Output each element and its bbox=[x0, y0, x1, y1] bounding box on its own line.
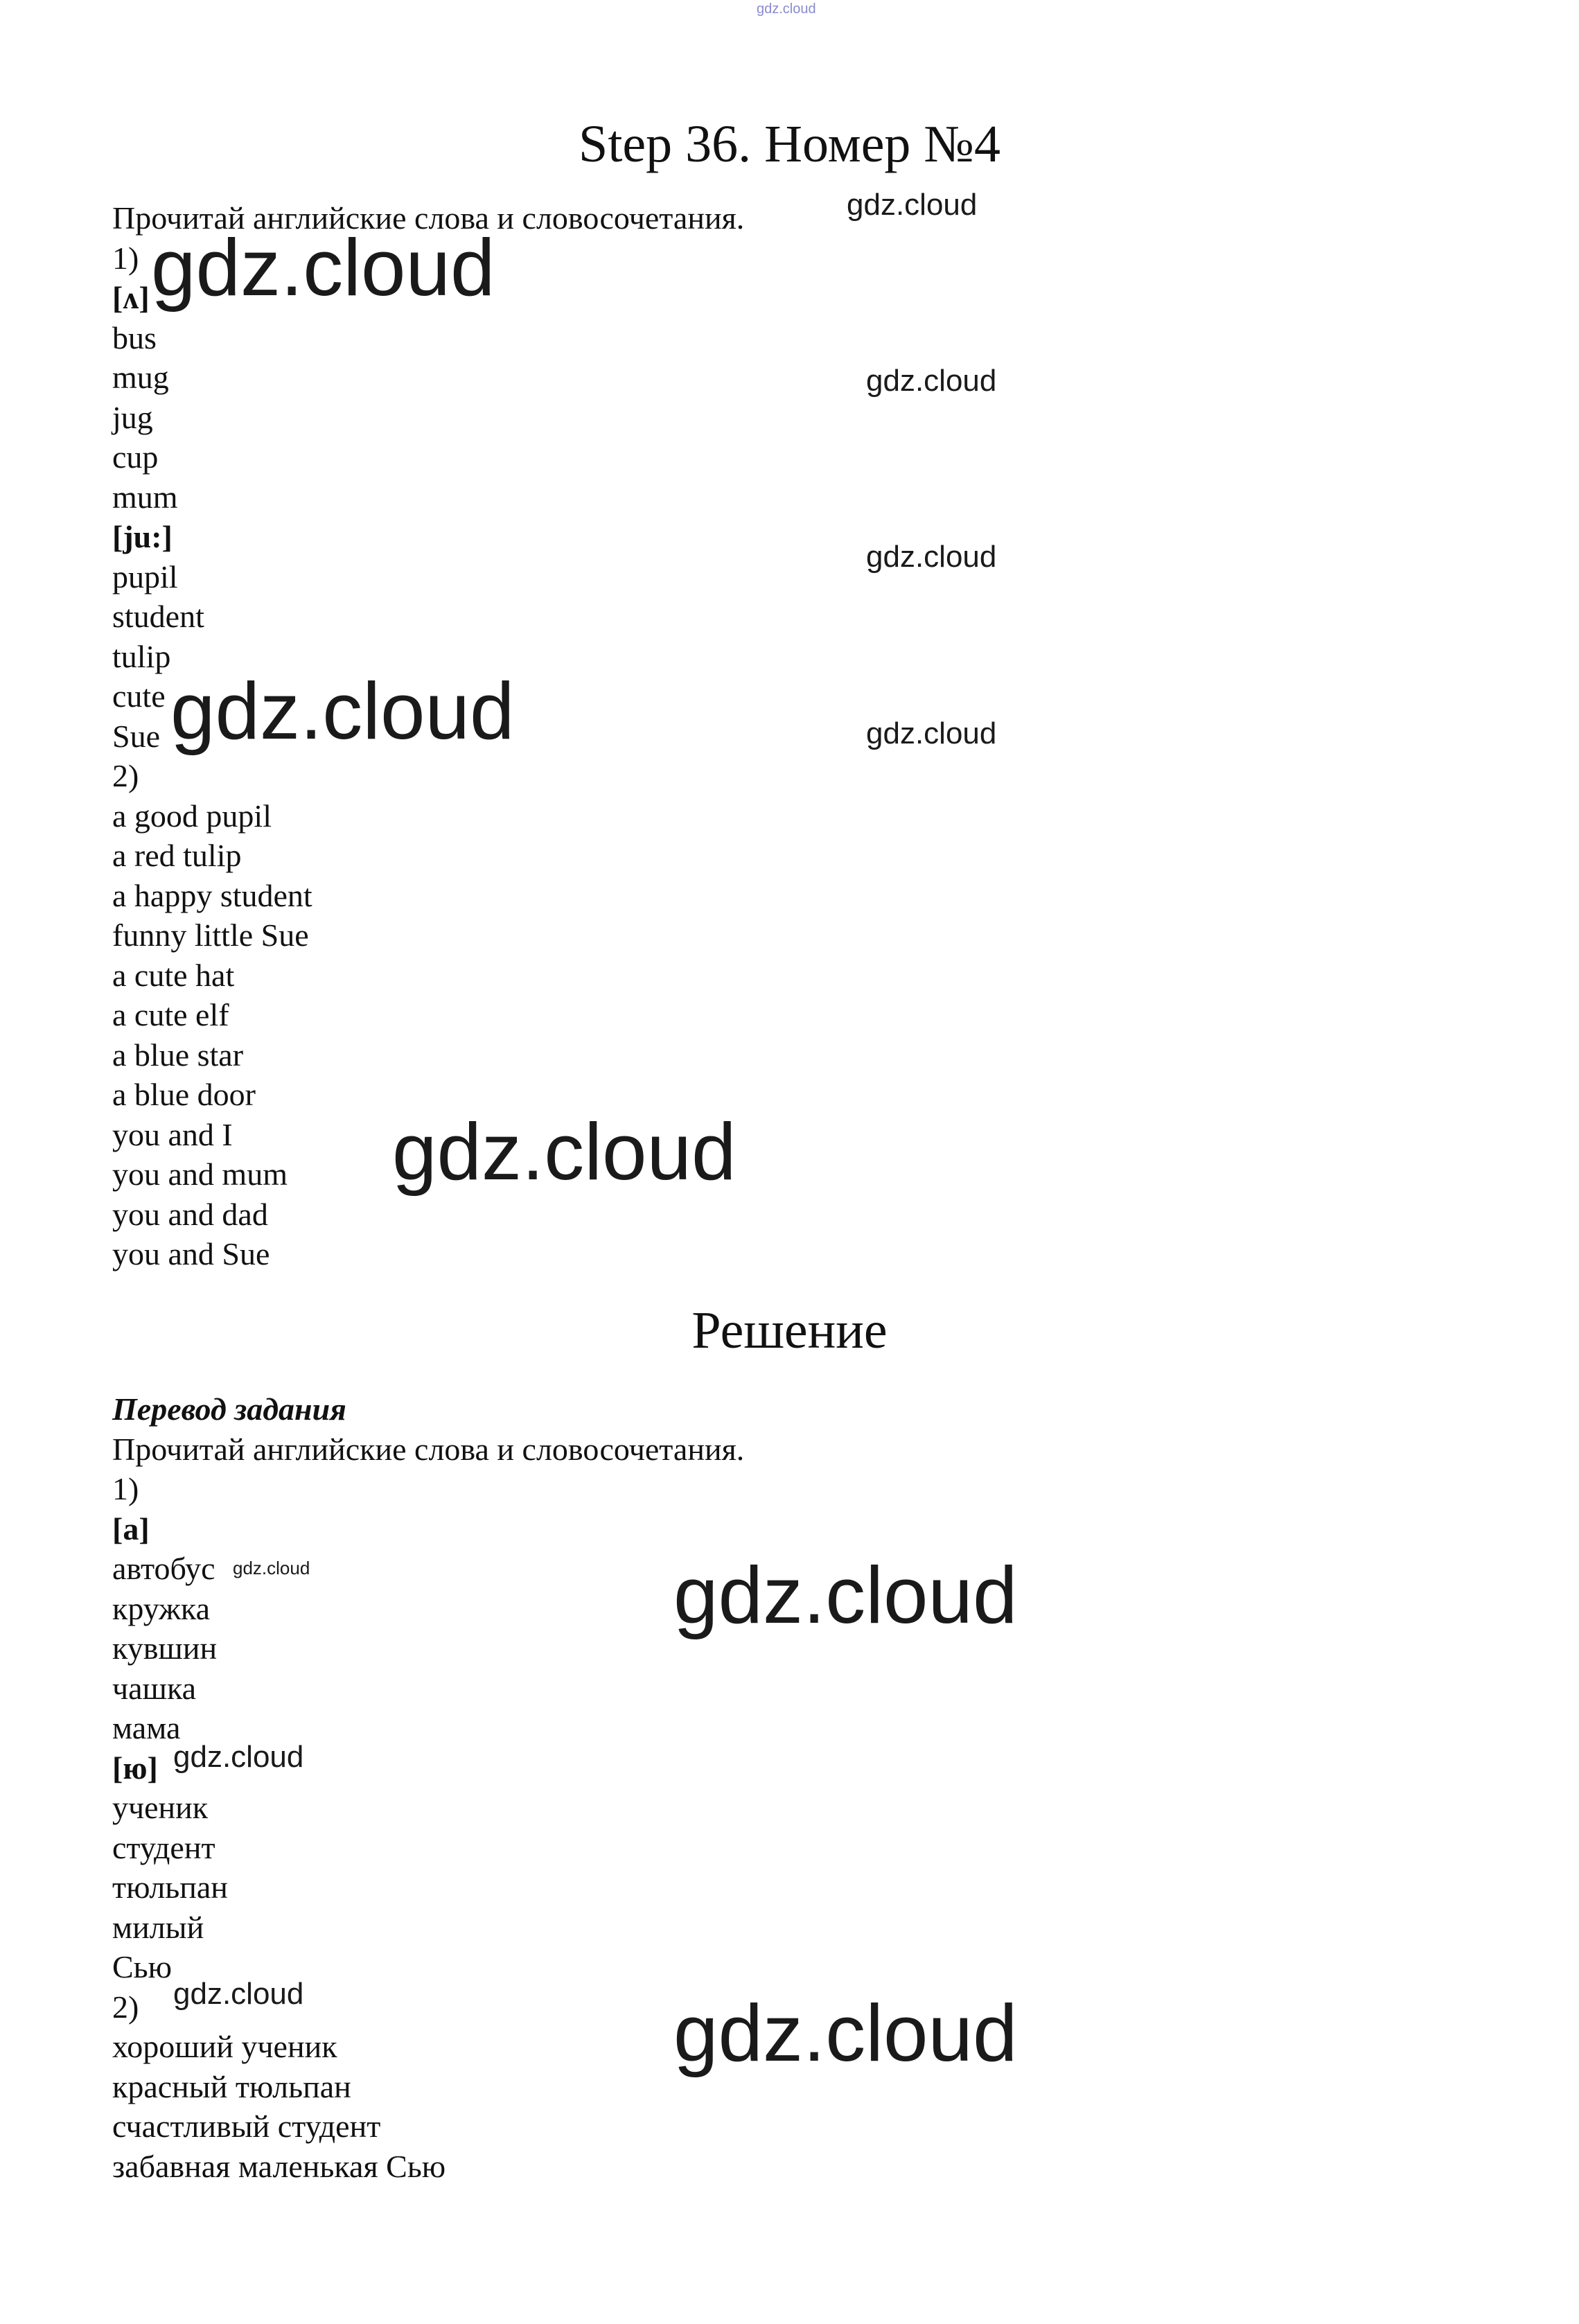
top-watermark: gdz.cloud bbox=[757, 1, 816, 17]
solution-title: Решение bbox=[691, 1301, 888, 1359]
watermark: gdz.cloud bbox=[170, 666, 515, 756]
word-item: pupil bbox=[112, 558, 178, 595]
task-instruction: Прочитай английские слова и словосочетания. bbox=[112, 200, 745, 236]
answer-instruction: Прочитай английские слова и словосочетания. bbox=[112, 1431, 745, 1467]
phrase-item: funny little Sue bbox=[112, 917, 309, 953]
phrase-item: a cute elf bbox=[112, 997, 229, 1032]
phrase-item: a blue door bbox=[112, 1077, 256, 1112]
watermark: gdz.cloud bbox=[866, 540, 997, 574]
phrase-item: a blue star bbox=[112, 1037, 244, 1073]
watermark: gdz.cloud bbox=[151, 222, 495, 312]
answer-block bbox=[112, 1389, 744, 2186]
word-item: cute bbox=[112, 678, 166, 714]
answer-heading: Перевод задания bbox=[112, 1391, 346, 1427]
translation-phrase: красный тюльпан bbox=[112, 2068, 351, 2104]
translation-phrase: счастливый студент bbox=[112, 2109, 381, 2144]
translation-item: кувшин bbox=[112, 1630, 218, 1666]
phrase-item: a good pupil bbox=[112, 798, 272, 834]
phrase-item: a red tulip bbox=[112, 838, 242, 873]
part1-label: 1) bbox=[112, 240, 139, 276]
page-title: Step 36. Номер №4 bbox=[579, 115, 1000, 173]
watermark: gdz.cloud bbox=[866, 716, 997, 750]
sound2-label: [ju:] bbox=[112, 519, 173, 554]
watermark: gdz.cloud bbox=[392, 1107, 736, 1197]
word-item: bus bbox=[112, 319, 157, 355]
translation-item: чашка bbox=[112, 1670, 197, 1706]
word-item: mum bbox=[112, 479, 178, 515]
answer-part1-label: 1) bbox=[112, 1471, 139, 1506]
watermark: gdz.cloud bbox=[673, 1550, 1018, 1640]
watermark: gdz.cloud bbox=[866, 364, 997, 398]
watermark: gdz.cloud bbox=[173, 1977, 304, 2011]
answer-part2-label: 2) bbox=[112, 1989, 139, 2025]
word-item: student bbox=[112, 599, 204, 634]
word-item: tulip bbox=[112, 638, 171, 674]
watermark: gdz.cloud bbox=[847, 188, 978, 222]
sound1-label: [ʌ] bbox=[112, 280, 150, 315]
watermark: gdz.cloud bbox=[233, 1558, 310, 1578]
answer-sound1-label: [а] bbox=[112, 1511, 150, 1547]
phrase-item: you and I bbox=[112, 1116, 233, 1152]
phrase-item: a happy student bbox=[112, 877, 312, 913]
part2-label: 2) bbox=[112, 758, 139, 793]
word-item: jug bbox=[112, 399, 153, 435]
phrase-item: you and Sue bbox=[112, 1236, 270, 1271]
translation-item: тюльпан bbox=[112, 1869, 228, 1905]
word-item: Sue bbox=[112, 718, 160, 754]
translation-item: мама bbox=[112, 1710, 181, 1745]
answer-sound2-label: [ю] bbox=[112, 1750, 158, 1786]
translation-item: автобус bbox=[112, 1551, 215, 1586]
translation-phrase: хороший ученик bbox=[112, 2029, 337, 2064]
word-item: mug bbox=[112, 360, 169, 395]
translation-item: студент bbox=[112, 1829, 215, 1865]
translation-phrase: забавная маленькая Сью bbox=[112, 2148, 446, 2184]
watermark: gdz.cloud bbox=[173, 1740, 304, 1774]
watermark: gdz.cloud bbox=[673, 1988, 1018, 2078]
phrase-item: you and mum bbox=[112, 1156, 288, 1192]
translation-item: кружка bbox=[112, 1590, 210, 1626]
phrase-item: a cute hat bbox=[112, 957, 235, 993]
translation-item: Сью bbox=[112, 1949, 173, 1984]
word-item: cup bbox=[112, 439, 159, 475]
translation-item: ученик bbox=[112, 1790, 209, 1825]
translation-item: милый bbox=[112, 1909, 204, 1945]
phrase-item: you and dad bbox=[112, 1196, 268, 1232]
